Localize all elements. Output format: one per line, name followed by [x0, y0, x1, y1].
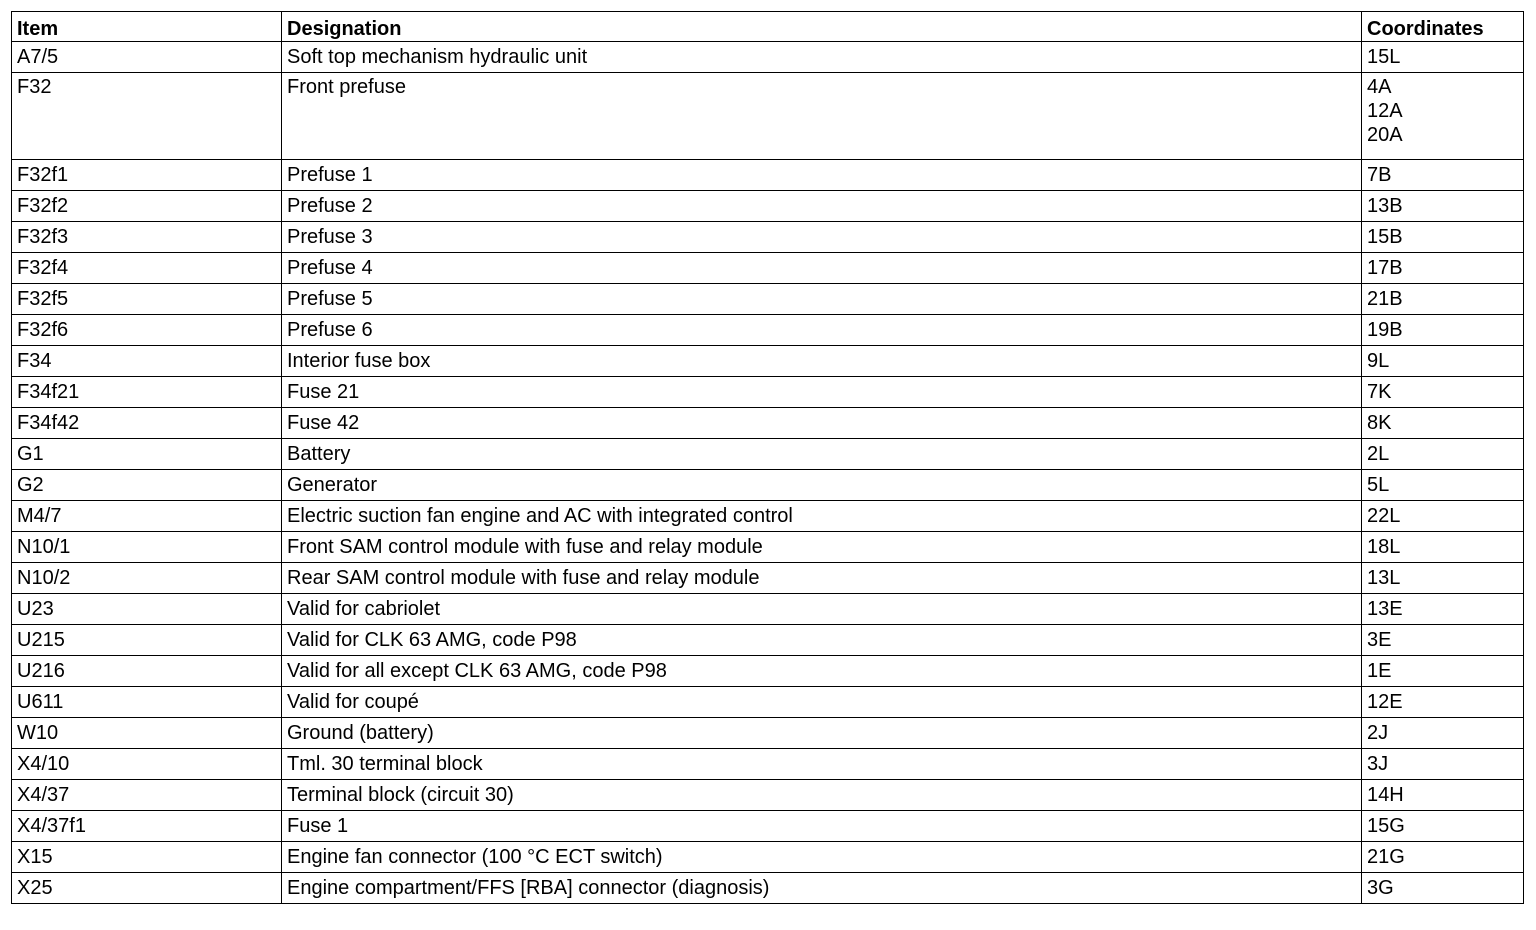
cell-coordinates	[1362, 253, 1524, 284]
table-row	[12, 346, 1524, 377]
coordinate-value: 14H	[1367, 784, 1404, 806]
coordinate-value: 20A	[1367, 124, 1403, 146]
cell-coordinates	[1362, 315, 1524, 346]
header-coordinates: Coordinates	[1362, 12, 1524, 42]
cell-coordinates	[1362, 346, 1524, 377]
coordinate-value: 5L	[1367, 474, 1390, 496]
cell-coordinates	[1362, 594, 1524, 625]
cell-designation: Fuse 1	[282, 811, 1362, 842]
cell-coordinates	[1362, 656, 1524, 687]
cell-item: F34	[12, 346, 282, 377]
cell-coordinates	[1362, 842, 1524, 873]
cell-item: X15	[12, 842, 282, 873]
coordinate-value: 2L	[1367, 443, 1390, 465]
cell-designation: Valid for all except CLK 63 AMG, code P98	[282, 656, 1362, 687]
coordinate-value: 3G	[1367, 877, 1394, 899]
header-item: Item	[12, 12, 282, 42]
cell-item: X4/10	[12, 749, 282, 780]
table-row	[12, 439, 1524, 470]
cell-coordinates	[1362, 73, 1524, 160]
component-legend-table	[11, 11, 1524, 904]
cell-designation: Valid for CLK 63 AMG, code P98	[282, 625, 1362, 656]
cell-item: U23	[12, 594, 282, 625]
cell-item: F32f1	[12, 160, 282, 191]
cell-coordinates	[1362, 191, 1524, 222]
cell-item: U216	[12, 656, 282, 687]
cell-item: F32f3	[12, 222, 282, 253]
cell-item: X4/37f1	[12, 811, 282, 842]
table-row	[12, 687, 1524, 718]
coordinate-value: 13B	[1367, 195, 1403, 217]
cell-designation: Tml. 30 terminal block	[282, 749, 1362, 780]
coordinate-value: 7B	[1367, 164, 1392, 186]
cell-item: N10/1	[12, 532, 282, 563]
coordinate-value: 12A	[1367, 100, 1403, 122]
table-row	[12, 284, 1524, 315]
cell-item: F32f6	[12, 315, 282, 346]
table-row	[12, 811, 1524, 842]
cell-coordinates	[1362, 873, 1524, 904]
table-row	[12, 408, 1524, 439]
table-row	[12, 160, 1524, 191]
cell-item: F32f5	[12, 284, 282, 315]
cell-designation: Engine fan connector (100 °C ECT switch)	[282, 842, 1362, 873]
cell-designation: Terminal block (circuit 30)	[282, 780, 1362, 811]
cell-designation: Fuse 21	[282, 377, 1362, 408]
cell-coordinates	[1362, 160, 1524, 191]
cell-designation: Battery	[282, 439, 1362, 470]
cell-item: G1	[12, 439, 282, 470]
cell-designation: Prefuse 3	[282, 222, 1362, 253]
cell-coordinates	[1362, 563, 1524, 594]
table-row	[12, 470, 1524, 501]
cell-designation: Prefuse 5	[282, 284, 1362, 315]
coordinate-value: 2J	[1367, 722, 1389, 744]
cell-designation: Valid for cabriolet	[282, 594, 1362, 625]
cell-item: F34f42	[12, 408, 282, 439]
cell-coordinates	[1362, 718, 1524, 749]
cell-designation: Ground (battery)	[282, 718, 1362, 749]
cell-item: W10	[12, 718, 282, 749]
cell-item: U611	[12, 687, 282, 718]
cell-designation: Front SAM control module with fuse and relay module	[282, 532, 1362, 563]
table-row	[12, 563, 1524, 594]
cell-item: F32	[12, 73, 282, 160]
cell-designation: Prefuse 2	[282, 191, 1362, 222]
cell-coordinates	[1362, 439, 1524, 470]
cell-coordinates	[1362, 532, 1524, 563]
coordinate-value: 7K	[1367, 381, 1392, 403]
cell-designation: Prefuse 4	[282, 253, 1362, 284]
table-row	[12, 718, 1524, 749]
cell-designation: Interior fuse box	[282, 346, 1362, 377]
coordinate-value: 15B	[1367, 226, 1403, 248]
cell-coordinates	[1362, 811, 1524, 842]
coordinate-value: 3E	[1367, 629, 1392, 651]
coordinate-value: 13L	[1367, 567, 1401, 589]
table-row	[12, 873, 1524, 904]
coordinate-value: 13E	[1367, 598, 1403, 620]
table-row	[12, 780, 1524, 811]
cell-designation: Soft top mechanism hydraulic unit	[282, 42, 1362, 73]
cell-designation: Valid for coupé	[282, 687, 1362, 718]
coordinate-value: 17B	[1367, 257, 1403, 279]
cell-coordinates	[1362, 749, 1524, 780]
cell-coordinates	[1362, 780, 1524, 811]
coordinate-value: 12E	[1367, 691, 1403, 713]
table-row	[12, 73, 1524, 160]
cell-designation: Front prefuse	[282, 73, 1362, 160]
header-designation: Designation	[282, 12, 1362, 42]
table-row	[12, 191, 1524, 222]
cell-designation: Fuse 42	[282, 408, 1362, 439]
coordinate-value: 15G	[1367, 815, 1405, 837]
table-row	[12, 842, 1524, 873]
table-row	[12, 377, 1524, 408]
cell-item: M4/7	[12, 501, 282, 532]
table-row	[12, 532, 1524, 563]
cell-coordinates	[1362, 501, 1524, 532]
cell-coordinates	[1362, 284, 1524, 315]
table-row	[12, 656, 1524, 687]
table-row	[12, 594, 1524, 625]
cell-item: G2	[12, 470, 282, 501]
cell-item: N10/2	[12, 563, 282, 594]
table-header-row	[12, 12, 1524, 42]
table-row	[12, 501, 1524, 532]
cell-coordinates	[1362, 42, 1524, 73]
cell-coordinates	[1362, 470, 1524, 501]
coordinate-value: 3J	[1367, 753, 1389, 775]
table-row	[12, 749, 1524, 780]
table-body	[12, 42, 1524, 904]
cell-designation: Generator	[282, 470, 1362, 501]
cell-coordinates	[1362, 408, 1524, 439]
coordinate-value: 21B	[1367, 288, 1403, 310]
coordinate-value: 22L	[1367, 505, 1401, 527]
coordinate-value: 4A	[1367, 76, 1392, 98]
coordinate-value: 1E	[1367, 660, 1392, 682]
cell-designation: Electric suction fan engine and AC with integrated control	[282, 501, 1362, 532]
coordinate-value: 19B	[1367, 319, 1403, 341]
cell-item: U215	[12, 625, 282, 656]
table-row	[12, 315, 1524, 346]
cell-coordinates	[1362, 222, 1524, 253]
table-row	[12, 253, 1524, 284]
cell-item: X4/37	[12, 780, 282, 811]
cell-designation: Engine compartment/FFS [RBA] connector (diagnosis)	[282, 873, 1362, 904]
cell-designation: Rear SAM control module with fuse and relay module	[282, 563, 1362, 594]
cell-item: A7/5	[12, 42, 282, 73]
cell-designation: Prefuse 6	[282, 315, 1362, 346]
cell-coordinates	[1362, 687, 1524, 718]
coordinate-value: 8K	[1367, 412, 1392, 434]
table-row	[12, 222, 1524, 253]
cell-item: F34f21	[12, 377, 282, 408]
cell-coordinates	[1362, 377, 1524, 408]
cell-item: F32f2	[12, 191, 282, 222]
cell-item: X25	[12, 873, 282, 904]
coordinate-value: 15L	[1367, 46, 1401, 68]
coordinate-value: 18L	[1367, 536, 1401, 558]
cell-coordinates	[1362, 625, 1524, 656]
table-row	[12, 42, 1524, 73]
cell-designation: Prefuse 1	[282, 160, 1362, 191]
table-row	[12, 625, 1524, 656]
coordinate-value: 9L	[1367, 350, 1390, 372]
cell-item: F32f4	[12, 253, 282, 284]
coordinate-value: 21G	[1367, 846, 1405, 868]
